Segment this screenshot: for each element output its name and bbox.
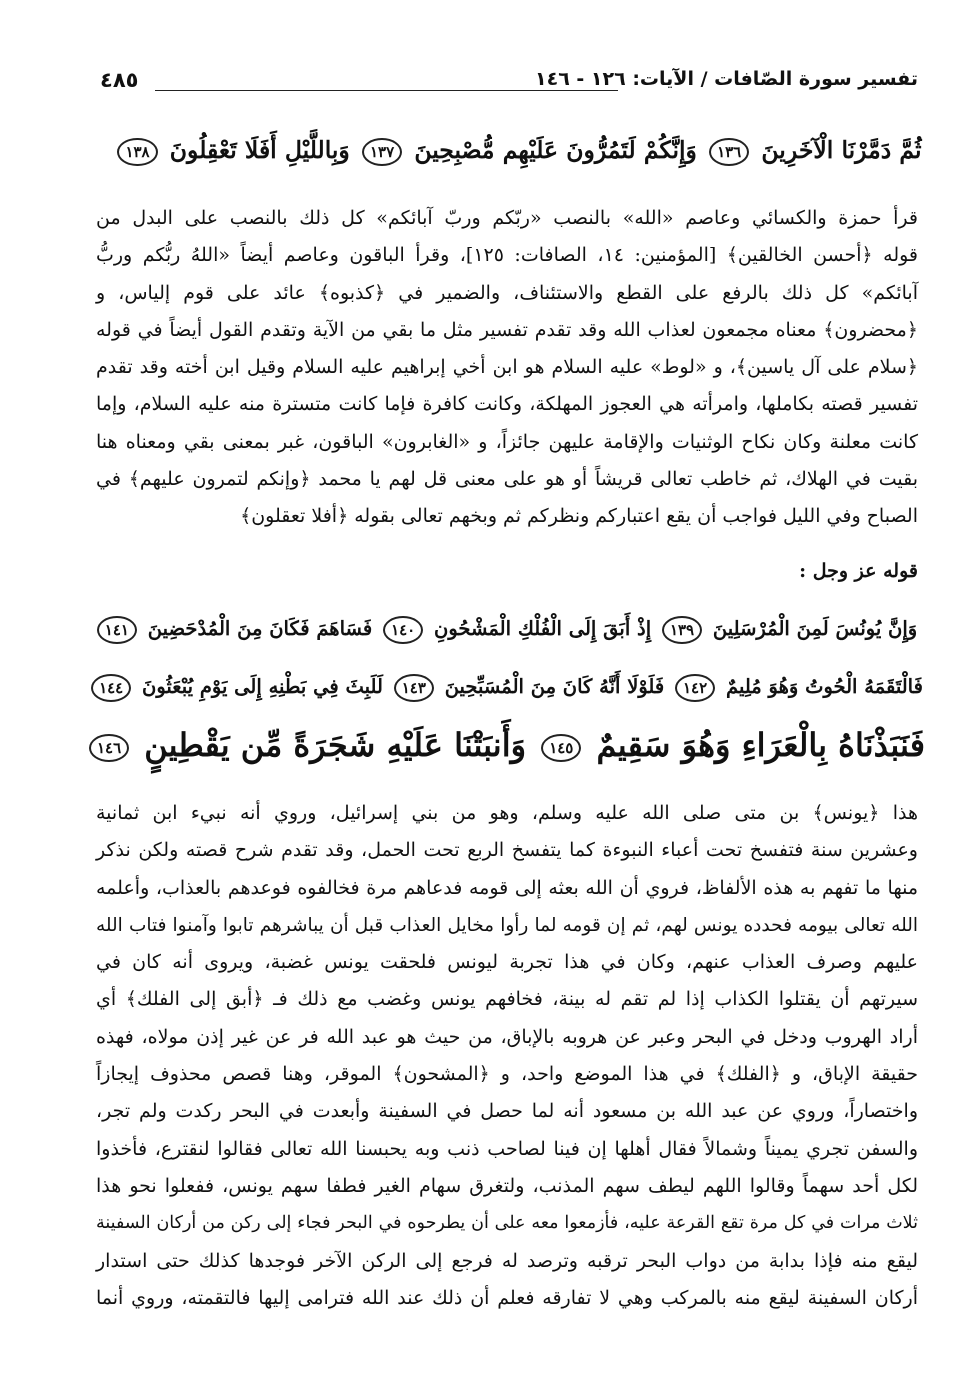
quran-verses-line-3 [85, 716, 925, 774]
verse-text: فَنَبَذْنَاهُ بِالْعَرَاءِ وَهُوَ سَقِيمٌ [596, 726, 925, 764]
commentary-paragraph-1 [96, 200, 918, 536]
header-rule [155, 90, 618, 91]
verse-number-mark: ١٣٧ [362, 138, 402, 166]
text-line: أراد الهروب ودخل في البحر وعبر عن هروبه بالإباق، من حيث هو عبد الله فر عن غير إذن مولاه، فهذه [96, 1025, 918, 1048]
verse-number-mark: ١٤٣ [394, 674, 434, 702]
text-line: قوله ﴿أحسن الخالقين﴾ [المؤمنين: ١٤، الصافات: ١٢٥]، وقرأ الباقون وعاصم أيضاً «اللهُ ربُّكم وربُّ [96, 244, 919, 267]
quran-verses-top [110, 120, 925, 180]
text-line: الصباح وفي الليل فواجب أن يقع اعتباركم ونظركم ثم وبخهم تعالى بقوله ﴿أفلا تعقلون﴾ [240, 505, 918, 528]
text-line: حقيقة الإباق، و ﴿الفلك﴾ في هذا الموضع واحد، و ﴿المشحون﴾ الموقر، وهنا قصص محذوف إيجازاً [96, 1063, 918, 1086]
quran-verses-line-1 [85, 600, 925, 658]
verse-text: لَلَبِثَ فِي بَطْنِهِ إِلَى يَوْمِ يُبْعَثُونَ [142, 675, 383, 698]
text-line: الله تعالى بيومه فحدده يونس لهم، ثم إن قومه لما رأوا مخايل العذاب قبل أن يباشرهم تابوا وآمنوا فتاب الله [96, 914, 918, 936]
verse-text: وَبِاللَّيْلِ أَفَلَا تَعْقِلُونَ [169, 136, 350, 164]
text-line: آبائكم» كل ذلك بالرفع على القطع والاستئناف، والضمير في ﴿كذبوه﴾ عائد على قوم إلياس، و [96, 281, 918, 304]
running-title: تفسير سورة الصّافات / الآيات: ١٢٦ - ١٤٦ [535, 68, 918, 90]
verse-number-mark: ١٤١ [97, 616, 137, 644]
text-line: هذا ﴿يونس﴾ بن متى صلى الله عليه وسلم، وهو من بني إسرائيل، وروي أنه نبيء ابن ثمانية [96, 802, 918, 824]
verse-text: ثُمَّ دَمَّرْنَا الْآخَرِينَ [761, 136, 922, 164]
text-line: ﴿محضرون﴾ معناه مجمعون لعذاب الله وقد تقدم تفسير مثل ما بقي من الآية وتقدم القول أيضاً في قوله [96, 318, 918, 341]
verse-number-mark: ١٤٤ [91, 674, 131, 702]
text-line: منها ما تفهم به هذه الألفاظ، فروي أن الله بعثه إلى قومه فدعاهم مرة فخالفوه فوعدهم بالعذاب، وأعلمه [96, 876, 919, 899]
running-header [100, 60, 918, 100]
verse-number-mark: ١٤٦ [89, 734, 129, 762]
text-line: وعشرين سنة فتفسخ تحت أعباء النبوءة كما يتفسخ الربع تحت الحمل، وقد تقدم شرح قصته ولكن نذكر [96, 839, 918, 862]
text-line: والسفن تجري يميناً وشمالاً فقال أهلها إن فينا لصاحب ذنب وبه يحبسنا الله تعالى فقالوا لنقترع، فأخذوا [96, 1137, 918, 1160]
verse-number-mark: ١٤٢ [675, 674, 715, 702]
text-line: لكل أحد سهماً وقالوا اللهم ليطف سهم المذنب، ولتغرق سهام الغير فطفا سهم يونس، ففعلوا نحو هذا [96, 1174, 918, 1197]
text-line: سيرتهم أن يقتلوا الكذاب إذا لم تقم له بينة، فخافهم يونس وغضب مع ذلك فـ ﴿أبق إلى الفلك﴾ أي [96, 988, 918, 1011]
verse-number-mark: ١٣٦ [709, 138, 749, 166]
verse-number-mark: ١٣٨ [117, 138, 157, 166]
verse-text: إِذْ أَبَقَ إِلَى الْفُلْكِ الْمَشْحُونِ [434, 617, 652, 640]
text-line: ثلاث مرات في كل مرة تقع القرعة عليه، فأزمعوا معه على أن يطرحوه في البحر فجاء إلى ركن من أركان السفينة [96, 1213, 918, 1234]
text-line: بقيت في الهلاك، ثم خاطب تعالى قريشاً أو هو على معنى قل لهم يا محمد ﴿وإنكم لتمرون عليهم﴾ في [96, 468, 918, 491]
commentary-paragraph-2 [96, 795, 918, 1317]
verse-text: وَإِنَّكُمْ لَتَمُرُّونَ عَلَيْهِم مُّصْبِحِينَ [414, 136, 697, 164]
text-line: أركان السفينة ليقع منه بالمركب وهي لا تفارقه فعلم أن ذلك عند الله فترامى إليها فالتقمته، وروي أنما [96, 1286, 918, 1309]
text-line: ليقع منه فإذا بدابة من دواب البحر ترقبه وترصد له فرجع إلى الركن الآخر فوجدها كذلك حتى استدار [96, 1249, 918, 1272]
page-number: ٤٨٥ [100, 68, 139, 92]
text-line: واختصاراً، وروي عن عبد الله بن مسعود أنه لما حصل في السفينة وأبعدت في البحر ركدت ولم تجر، [96, 1100, 918, 1123]
text-line: قرأ حمزة والكسائي وعاصم «الله» بالنصب «ربّكم وربّ آبائكم» كل ذلك بالنصب على البدل من [96, 207, 918, 229]
section-subheading: قوله عز وجل : [799, 560, 918, 582]
verse-number-mark: ١٤٥ [541, 734, 581, 762]
verse-text: فَالْتَقَمَهُ الْحُوتُ وَهُوَ مُلِيمٌ [725, 675, 923, 698]
quran-verses-line-2 [85, 658, 925, 716]
text-line: كانت معلنة وكان نكاح الوثنيات والإقامة عليهن جائزاً، و «الغابرون» الباقون، غبر بمعنى بقي ومعناه هنا [96, 430, 918, 453]
verse-text: فَسَاهَمَ فَكَانَ مِنَ الْمُدْحَضِينَ [147, 617, 373, 640]
text-line: ﴿سلام على آل ياسين﴾، و «لوط» عليه السلام هو ابن أخي إبراهيم عليه السلام وقيل ابن أخته وقد تقدم [96, 356, 918, 379]
verse-text: وَأَنبَتْنَا عَلَيْهِ شَجَرَةً مِّن يَقْطِينٍ [144, 726, 527, 764]
verse-number-mark: ١٣٩ [662, 616, 702, 644]
text-line: تفسير قصته بكاملها، وامرأته هي العجوز المهلكة، وكانت كافرة فإما كانت متسترة منه عليه السلام، وإما [96, 393, 918, 416]
text-line: عليهم وصرف العذاب عنهم، وكان في هذا تجربة ليونس فلحقت يونس غضبة، ويروى أنه كان في [96, 951, 918, 974]
verse-text: فَلَوْلَا أَنَّهُ كَانَ مِنَ الْمُسَبِّحِينَ [444, 675, 665, 698]
verse-text: وَإِنَّ يُونُسَ لَمِنَ الْمُرْسَلِينَ [712, 617, 918, 640]
verse-number-mark: ١٤٠ [383, 616, 423, 644]
